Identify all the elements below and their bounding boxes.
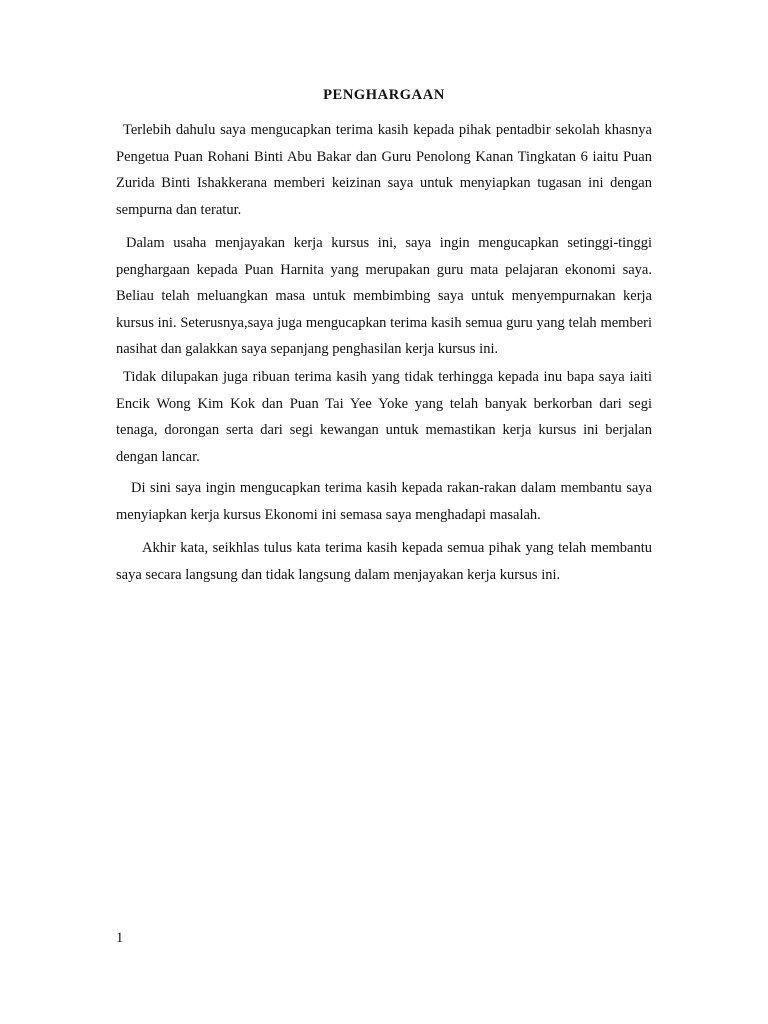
page-number: 1 [116, 930, 124, 946]
paragraph-closing: Akhir kata, seikhlas tulus kata terima kasih kepada semua pihak yang telah membantu saya secara langsung dan tidak langsung dalam menjayakan kerja kursus ini. [116, 540, 652, 583]
page-title: PENGHARGAAN [323, 87, 445, 103]
paragraph-teacher-thanks: Dalam usaha menjayakan kerja kursus ini, saya ingin mengucapkan setinggi-tinggi penghargaan kepada Puan Harnita yang merupakan guru mata pelajaran ekonomi saya. Beliau telah meluangkan masa untuk membimbing saya untuk menyempurnakan kerja kursus ini. Seterusnya,saya juga mengucapkan terima kasih semua guru yang telah memberi nasihat dan galakkan saya sepanjang penghasilan kerja kursus ini. [116, 235, 652, 357]
paragraph-school-thanks: Terlebih dahulu saya mengucapkan terima kasih kepada pihak pentadbir sekolah khasnya Pengetua Puan Rohani Binti Abu Bakar dan Guru Penolong Kanan Tingkatan 6 iaitu Puan Zurida Binti Ishakkerana memberi keizinan saya untuk menyiapkan tugasan ini dengan sempurna dan teratur. [116, 122, 652, 218]
paragraph-parents-thanks: Tidak dilupakan juga ribuan terima kasih yang tidak terhingga kepada inu bapa saya iaiti Encik Wong Kim Kok dan Puan Tai Yee Yoke yang telah banyak berkorban dari segi tenaga, dorongan serta dari segi kewangan untuk memastikan kerja kursus ini berjalan dengan lancar. [116, 369, 652, 465]
paragraph-friends-thanks: Di sini saya ingin mengucapkan terima kasih kepada rakan-rakan dalam membantu saya menyiapkan kerja kursus Ekonomi ini semasa saya menghadapi masalah. [116, 480, 652, 523]
